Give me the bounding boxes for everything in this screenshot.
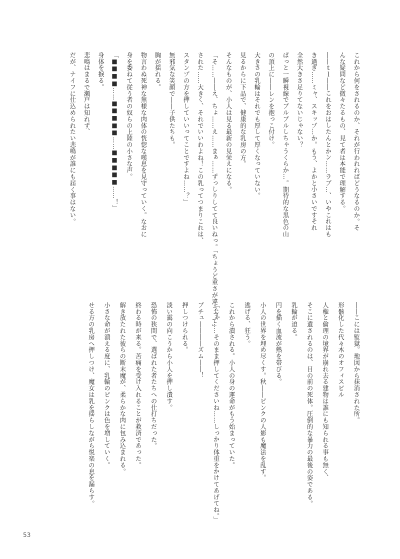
bottom-text-line: 淡い靄の向こうから小人を押し潰す。 xyxy=(165,302,173,411)
bottom-text-line: そこに遺されるのは、目の前の死体。圧倒的な暴力の最後の姿である。 xyxy=(305,302,313,507)
top-text-line: そんなものが、小人は見る最新の見栄えになる。 xyxy=(224,52,232,193)
top-text-line: スタンプの方を押していいってことですよね……？」 xyxy=(182,52,189,206)
top-text-line: き過ぎ……ミャ、スキップ…か。もう、よかと小さいですそれ xyxy=(309,52,317,232)
bottom-text-line: 押しつけられる。 xyxy=(180,302,188,354)
top-text-line: 身体を捩る。 xyxy=(96,52,104,91)
top-text-line: ぱっと一瞬視線でブルブルしちゃうくらか…。期待的な黒色の山 xyxy=(281,52,289,238)
top-text-line: された……大きく、それでいいわよね！この乳ってつまりこれは、 xyxy=(196,52,204,244)
bottom-text-line: ブチュ――――ズム――！ xyxy=(196,302,204,379)
bottom-text-line: 人権と倫理の境界が崩れ去る建物は誰にも知られる事も無く、 xyxy=(321,302,329,482)
bottom-text-line: ――こには監獄。地図から抹消された所。 xyxy=(352,302,360,424)
top-text-line: これから何をされるのか、それが行われればどうなるのか。そ xyxy=(352,52,360,232)
top-text-line: 「■■■■……■■■■■……■■■■■……！」 xyxy=(111,52,118,212)
bottom-text-line: 恐怖の狭間で、選ばれた者たちへの仕打ちだった。 xyxy=(149,302,157,450)
top-text-line: 全然大きさ足りてないじゃない？ xyxy=(295,52,303,148)
bottom-text-line: これから潰される。小人の身の運命がもう始まっていた。 xyxy=(227,302,235,469)
bottom-text-line: 小さな命が潰える度に、乳輪のピンクは色を増していく。 xyxy=(102,302,110,469)
top-text-line: んな疑問など微々たるもの、見て者は本能で理解する。 xyxy=(338,52,346,212)
top-text-line: 物言わぬ死神な無様な肉体の恍惚な嘆息を見守っていく。なおに xyxy=(139,52,147,238)
bottom-text-line: せる方の乳房へ押しつけ、魔女は乳を揺らしながら悦楽の息を漏らす。 xyxy=(87,302,95,507)
top-text-line: 無邪気な笑顔で――子供たちも。 xyxy=(167,52,175,148)
top-text-line: 身を委ねて従う者の奴らの上陸の小さな声。 xyxy=(125,52,133,180)
top-text-line: 「そ……――え、ちょ……え……まぁ……ずっしりしてて良いねっ。「ちょうど重さが違うって」 xyxy=(210,52,218,331)
bottom-text-line: 解き放たれた彼らの断末魔が、柔らかな肉に包み込まれる。 xyxy=(118,302,126,475)
bottom-text-line: 終わる時が来る。苦痛を受け入れることが救済であった。 xyxy=(134,302,141,469)
page-number: 53 xyxy=(23,532,31,539)
top-text-line: 胸が揺れる。 xyxy=(153,52,161,91)
top-text-line: だが、ナイフに仕込められたい悲鳴が誰にも届く事はない。 xyxy=(68,52,76,225)
bottom-text-line: 乳輪が迫る。 xyxy=(290,302,297,341)
top-text-line: 見るからに下品で、健康的な乳房の方。 xyxy=(238,52,246,168)
top-text-line: 悲鳴はまるで瀬戸は知れず、 xyxy=(82,52,90,136)
bottom-text-line: 逃げる、狂う。 xyxy=(243,302,251,347)
bottom-text-line: 小人の世界を埋め尽くす。秋――ピンクの人影も魔法を乱す。 xyxy=(258,302,266,482)
bottom-text-line: 「じゃ……そのまま押してくださいね……しっかり体重をかけてあげてね。」 xyxy=(212,302,219,523)
top-text-line: 大きさの乳輪はそれでも厚して厚くなっていない。 xyxy=(253,52,260,200)
bottom-text-line: 円を描く血流が熱を帯びる。 xyxy=(274,302,282,386)
top-text-line: の頂上に――レンを抱っこ付け。 xyxy=(267,52,275,148)
bottom-text-line: 形骸化した代々木のオフィスビル xyxy=(336,302,344,398)
top-text-line: ――ｔｌ――これをおはしたんとかン……ラブ…、いやこれはも xyxy=(324,52,331,238)
